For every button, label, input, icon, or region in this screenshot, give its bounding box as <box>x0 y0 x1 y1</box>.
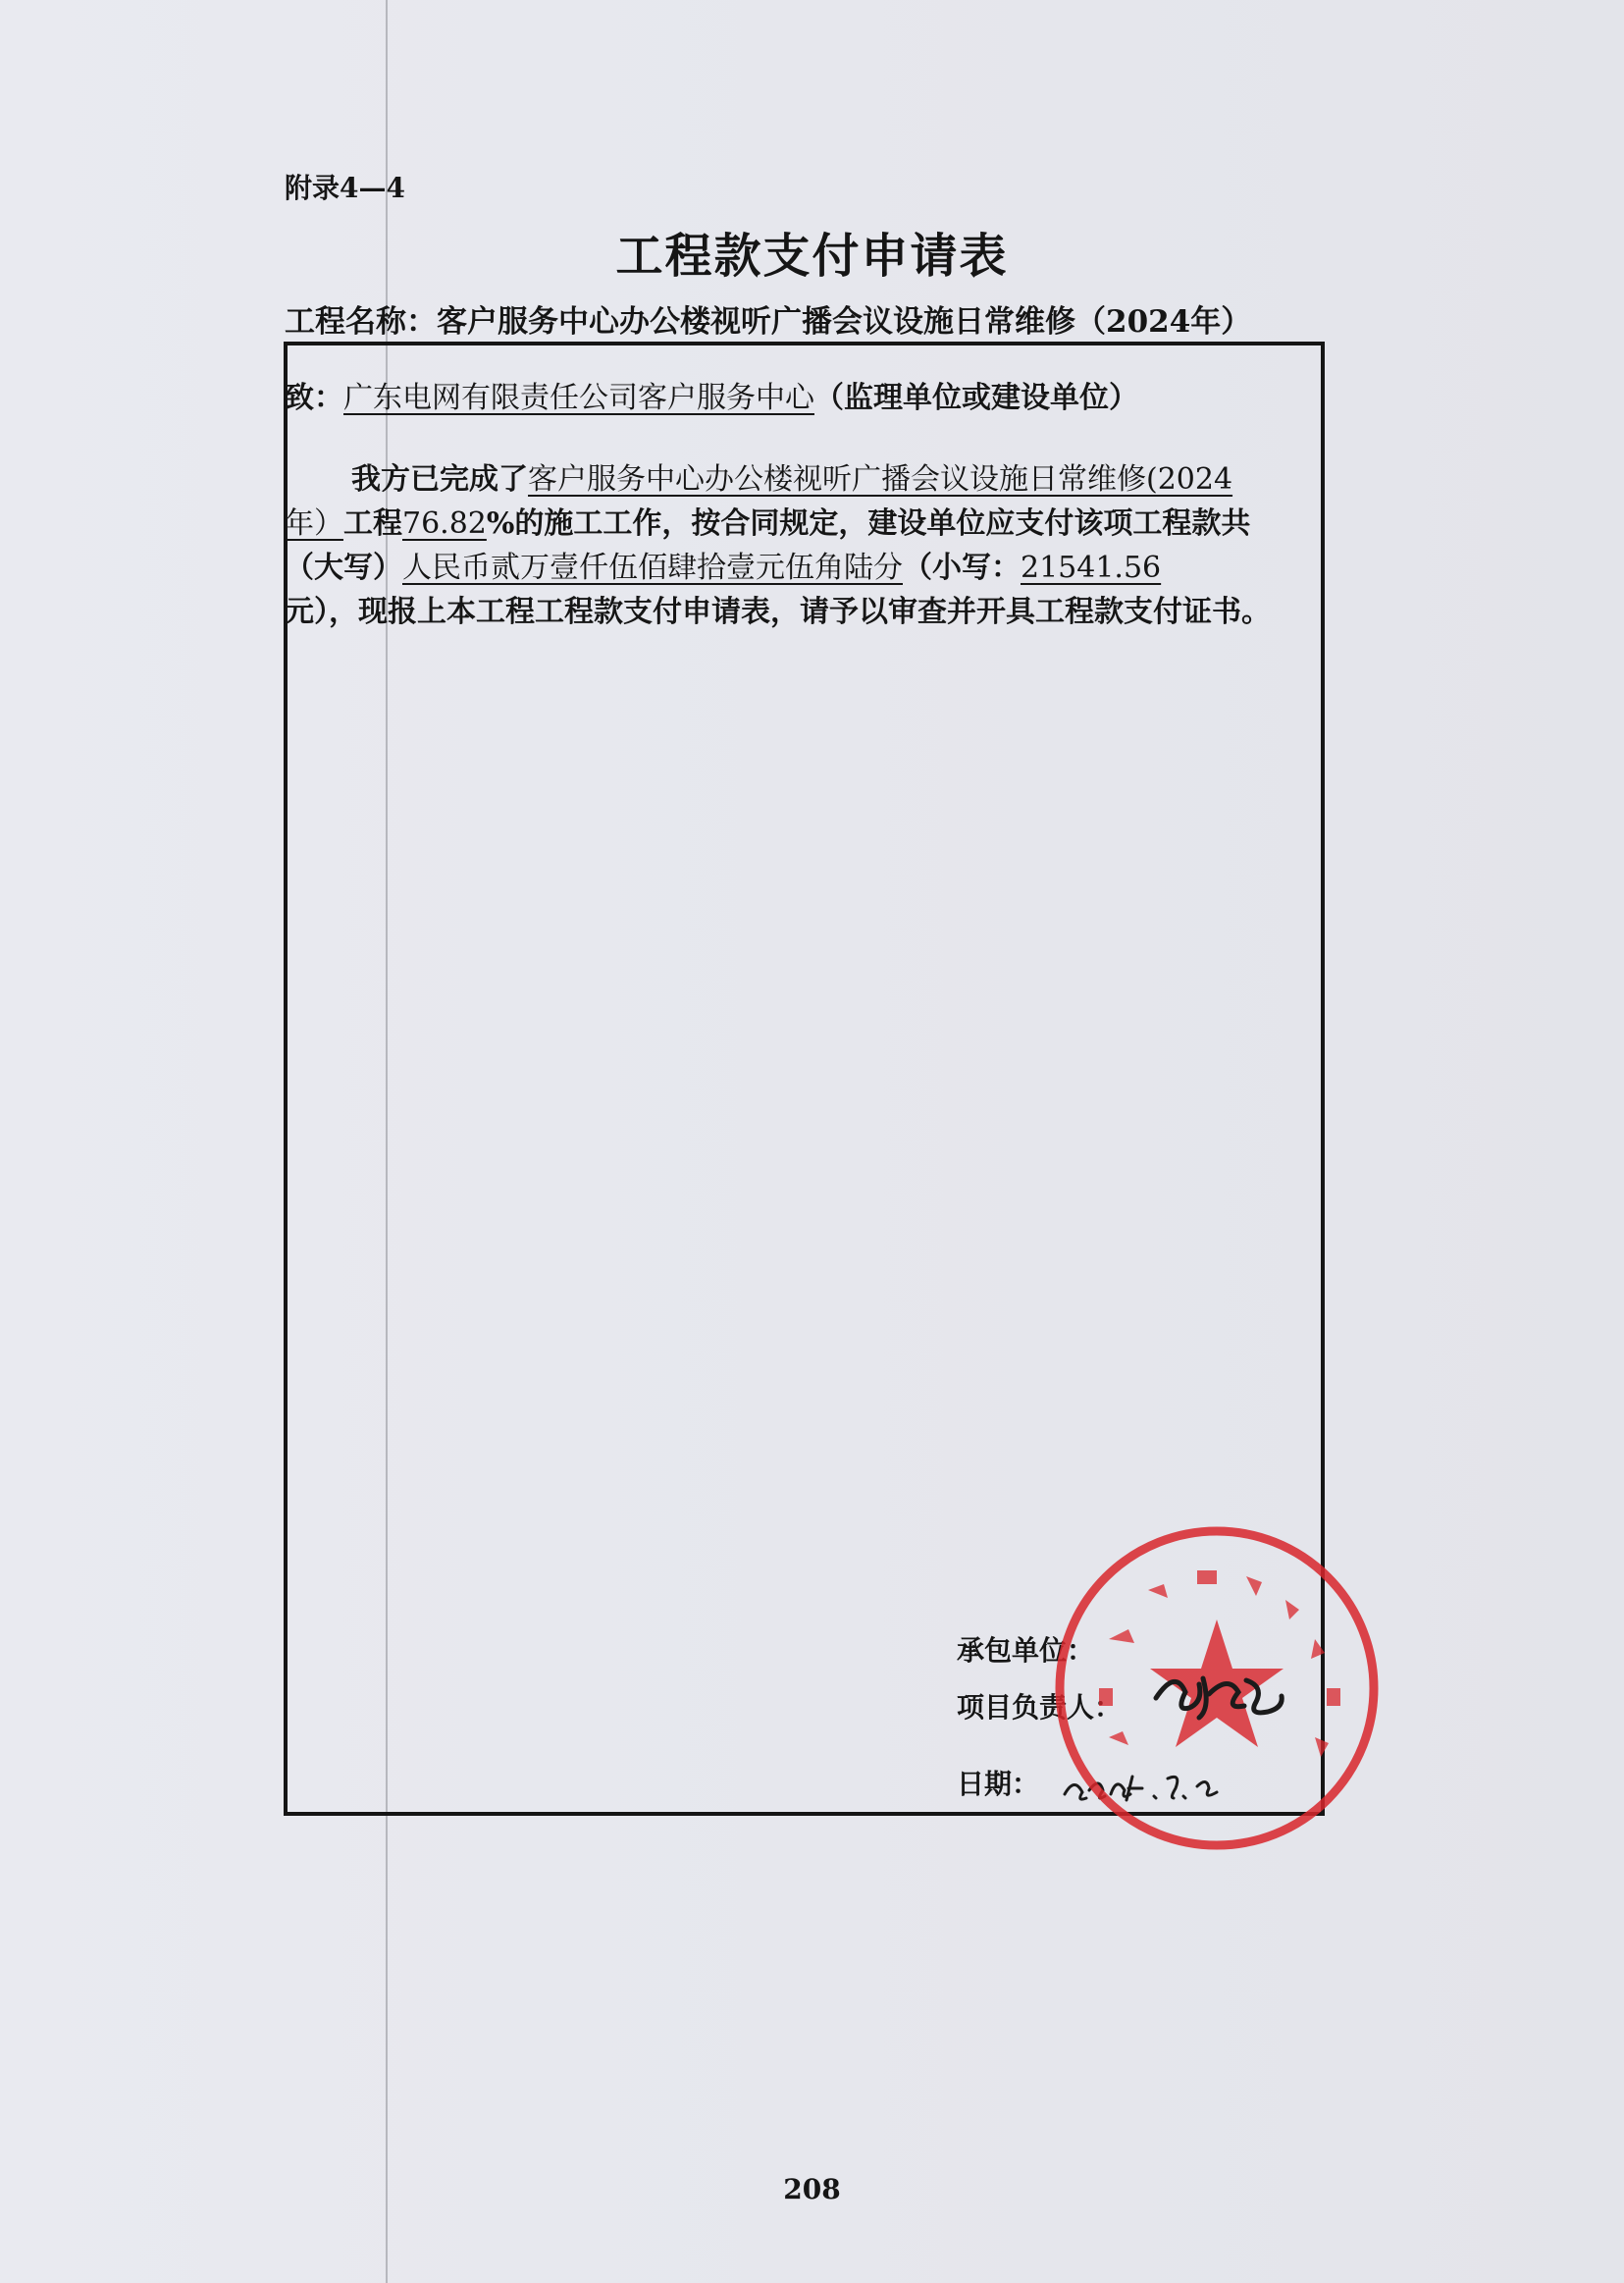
contractor-label: 承包单位： <box>957 1634 1095 1667</box>
body-line-4: 元），现报上本工程工程款支付申请表，请予以审查并开具工程款支付证书。 <box>285 595 1271 629</box>
page-number: 208 <box>783 2173 841 2205</box>
project-name-value: 客户服务中心办公楼视听广播会议设施日常维修（2024年） <box>437 304 1252 340</box>
amount-in-figures: 21541.56 <box>1021 551 1162 585</box>
body-line-3: （大写）人民币贰万壹仟伍佰肆拾壹元伍角陆分（小写：21541.56 <box>285 551 1162 585</box>
project-manager-label: 项目负责人： <box>957 1691 1123 1724</box>
recipient-value: 广东电网有限责任公司客户服务中心 <box>343 381 814 415</box>
body-line-1: 我方已完成了客户服务中心办公楼视听广播会议设施日常维修(2024 <box>351 462 1233 497</box>
body-line-2: 年）工程76.82%的施工工作，按合同规定，建设单位应支付该项工程款共 <box>285 506 1251 541</box>
application-body <box>285 457 1305 634</box>
appendix-label: 附录4—4 <box>285 172 405 204</box>
amount-in-words: 人民币贰万壹仟伍佰肆拾壹元伍角陆分 <box>402 551 903 585</box>
recipient-label: 致： <box>285 381 343 415</box>
percent-value: 76.82 <box>402 506 487 541</box>
handwritten-signature <box>1148 1659 1295 1727</box>
project-name-label: 工程名称： <box>285 304 437 340</box>
page-title: 工程款支付申请表 <box>615 229 1009 284</box>
recipient-note: （监理单位或建设单位） <box>814 381 1138 415</box>
project-name-line <box>285 296 1251 341</box>
date-label: 日期： <box>957 1768 1040 1800</box>
recipient-line <box>285 373 1138 416</box>
